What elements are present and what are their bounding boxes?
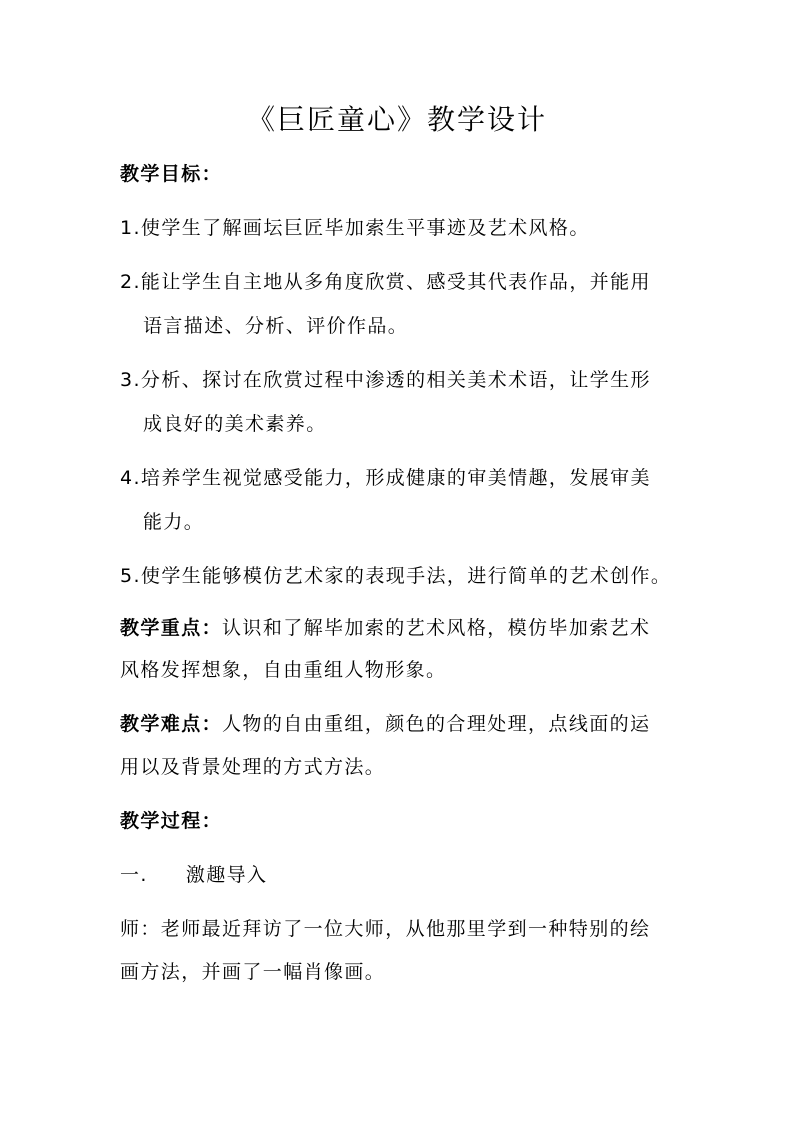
section-one-heading (120, 861, 267, 889)
key-point-label: 教学重点： (120, 617, 223, 639)
document-title: 《巨匠童心》教学设计 (246, 103, 547, 136)
objective-5: 5.使学生能够模仿艺术家的表现手法，进行简单的艺术创作。 (120, 565, 672, 587)
objective-2-line-1: 2.能让学生自主地从多角度欣赏、感受其代表作品，并能用 (120, 271, 651, 293)
section-one-title: 激趣导入 (185, 864, 268, 886)
difficulty-line-1 (120, 710, 650, 738)
teacher-line-1: 师：老师最近拜访了一位大师，从他那里学到一种特别的绘 (120, 918, 651, 940)
objectives-heading: 教学目标： (120, 163, 223, 185)
objective-2-line-2: 语言描述、分析、评价作品。 (143, 315, 409, 337)
key-point-line-2: 风格发挥想象，自由重组人物形象。 (120, 659, 447, 681)
objective-3-line-2: 成良好的美术素养。 (143, 413, 327, 435)
difficulty-label: 教学难点： (120, 713, 223, 735)
difficulty-text: 人物的自由重组，颜色的合理处理，点线面的运 (222, 713, 651, 735)
difficulty-line-2: 用以及背景处理的方式方法。 (120, 756, 386, 778)
objective-4-line-2: 能力。 (143, 511, 205, 533)
key-point-line-1 (120, 614, 650, 642)
section-one-number: 一. (120, 864, 148, 886)
objective-4-line-1: 4.培养学生视觉感受能力，形成健康的审美情趣，发展审美 (120, 467, 651, 489)
process-heading: 教学过程： (120, 810, 223, 832)
objective-3-line-1: 3.分析、探讨在欣赏过程中渗透的相关美术术语，让学生形 (120, 369, 651, 391)
objective-1: 1.使学生了解画坛巨匠毕加索生平事迹及艺术风格。 (120, 217, 590, 239)
teacher-line-2: 画方法，并画了一幅肖像画。 (120, 961, 386, 983)
key-point-text: 认识和了解毕加索的艺术风格，模仿毕加索艺术 (222, 617, 651, 639)
